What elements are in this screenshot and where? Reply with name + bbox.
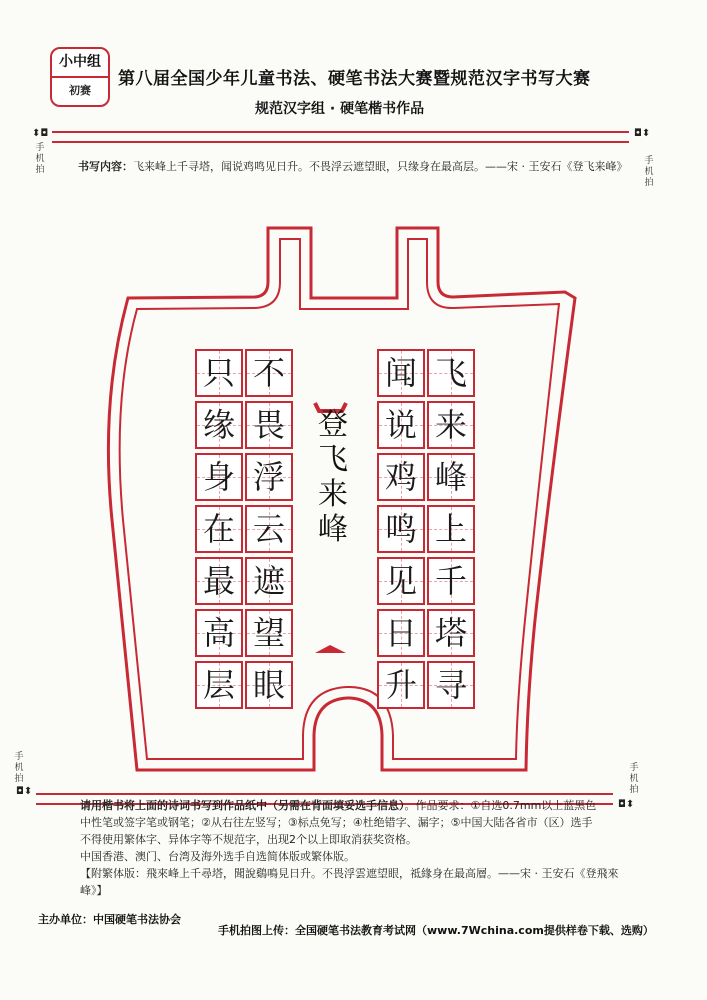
writing-content-label: 书写内容： bbox=[78, 160, 133, 173]
grid-character: 千 bbox=[434, 562, 467, 600]
grid-character: 只 bbox=[202, 354, 235, 392]
grid-character: 闻 bbox=[384, 354, 417, 392]
grid-cell bbox=[377, 557, 425, 605]
requirements-line: 中国香港、澳门、台湾及海外选手自选简体版或繁体版。 bbox=[80, 850, 355, 863]
grid-cell bbox=[245, 661, 293, 709]
grid-character: 上 bbox=[434, 510, 467, 548]
page-subtitle: 规范汉字组 · 硬笔楷书作品 bbox=[255, 101, 425, 117]
grid-character: 鸣 bbox=[384, 510, 417, 548]
scan-label-left-bottom: 手机拍 bbox=[14, 752, 24, 784]
grid-cell bbox=[245, 349, 293, 397]
grid-cell bbox=[245, 609, 293, 657]
grid-cell bbox=[377, 401, 425, 449]
poem-title bbox=[318, 407, 348, 547]
grid-cell bbox=[377, 349, 425, 397]
requirements-line: 请用楷书将上面的诗词书写到作品纸中（另需在背面填妥选手信息）。作品要求：①自选0.7mm以上蓝黑色 bbox=[80, 799, 597, 812]
grid-cell bbox=[427, 661, 475, 709]
grid-cell bbox=[377, 505, 425, 553]
grid-character: 缘 bbox=[202, 406, 235, 444]
grid-character: 寻 bbox=[434, 666, 467, 704]
grid-character: 日 bbox=[384, 614, 417, 652]
grid-character: 升 bbox=[384, 666, 417, 704]
grid-character: 说 bbox=[384, 406, 417, 444]
grid-character: 遮 bbox=[252, 562, 285, 600]
upload-info: 手机拍图上传：全国硬笔书法教育考试网（www.7Wchina.com提供样卷下载、选购） bbox=[218, 924, 654, 937]
grid-cell bbox=[377, 661, 425, 709]
grid-cell bbox=[377, 453, 425, 501]
requirements-line: 不得使用繁体字、异体字等不规范字，出现2个以上即取消获奖资格。 bbox=[80, 833, 417, 846]
grid-character: 层 bbox=[202, 666, 235, 704]
requirements-lead: 请用楷书将上面的诗词书写到作品纸中（另需在背面填妥选手信息） bbox=[80, 799, 405, 812]
grid-cell bbox=[195, 661, 243, 709]
group-label: 小中组 bbox=[52, 49, 108, 78]
requirements-line: 中性笔或签字笔或钢笔；②从右往左竖写；③标点免写；④杜绝错字、漏字；⑤中国大陆各省市（区）选手 bbox=[80, 816, 593, 829]
grid-cell bbox=[427, 609, 475, 657]
grid-character: 望 bbox=[252, 614, 285, 652]
grid-character: 飞 bbox=[434, 354, 467, 392]
organizer: 主办单位：中国硬笔书法协会 bbox=[38, 913, 181, 926]
traditional-version: 【附繁体版：飛來峰上千尋塔，聞說鷄鳴見日升。不畏浮雲遮望眼，祗緣身在最高層。——宋 · 王安石《登飛來峰》】 bbox=[80, 867, 619, 897]
grid-character: 来 bbox=[434, 406, 467, 444]
grid-character: 浮 bbox=[252, 458, 285, 496]
grid-cell bbox=[195, 453, 243, 501]
grid-cell bbox=[245, 557, 293, 605]
grid-character: 畏 bbox=[252, 406, 285, 444]
round-label: 初赛 bbox=[69, 84, 91, 97]
camera-icon: ◘⬍ bbox=[618, 799, 635, 810]
grid-cell bbox=[195, 505, 243, 553]
grid-cell bbox=[245, 401, 293, 449]
grid-cell bbox=[427, 349, 475, 397]
camera-icon: ◘⬍ bbox=[16, 786, 33, 797]
scan-label-right-bottom: 手机拍 bbox=[629, 763, 639, 795]
camera-icon: ◘⬍ bbox=[634, 128, 651, 139]
poem-title-text: 登 飞 来 峰 bbox=[318, 407, 348, 547]
grid-character: 不 bbox=[252, 354, 285, 392]
grid-cell bbox=[427, 401, 475, 449]
grid-cell bbox=[195, 609, 243, 657]
grid-cell bbox=[427, 453, 475, 501]
grid-cell bbox=[427, 557, 475, 605]
grid-cell bbox=[245, 453, 293, 501]
grid-cell bbox=[427, 505, 475, 553]
grid-character: 眼 bbox=[252, 666, 285, 704]
requirements bbox=[80, 797, 628, 899]
page-title: 第八届全国少年儿童书法、硬笔书法大赛暨规范汉字书写大赛 bbox=[118, 69, 591, 89]
writing-content-text: 飞来峰上千寻塔，闻说鸡鸣见日升。不畏浮云遮望眼，只缘身在最高层。——宋 · 王安石《登飞来峰》 bbox=[133, 160, 628, 173]
grid-character: 在 bbox=[202, 510, 235, 548]
grid-cell bbox=[195, 401, 243, 449]
grid-cell bbox=[195, 557, 243, 605]
camera-icon: ⬍◘ bbox=[32, 128, 49, 139]
scan-label-right: 手机拍 bbox=[644, 156, 654, 188]
scan-label-left: 手机拍 bbox=[35, 143, 45, 175]
grid-character: 峰 bbox=[434, 458, 467, 496]
grid-cell bbox=[377, 609, 425, 657]
grid-character: 高 bbox=[202, 614, 235, 652]
grid-character: 最 bbox=[202, 562, 235, 600]
grid-cell bbox=[195, 349, 243, 397]
grid-cell bbox=[245, 505, 293, 553]
grid-character: 身 bbox=[202, 458, 235, 496]
grid-character: 塔 bbox=[434, 614, 467, 652]
grid-character: 见 bbox=[384, 562, 417, 600]
grid-character: 云 bbox=[252, 510, 285, 548]
grid-character: 鸡 bbox=[384, 458, 417, 496]
